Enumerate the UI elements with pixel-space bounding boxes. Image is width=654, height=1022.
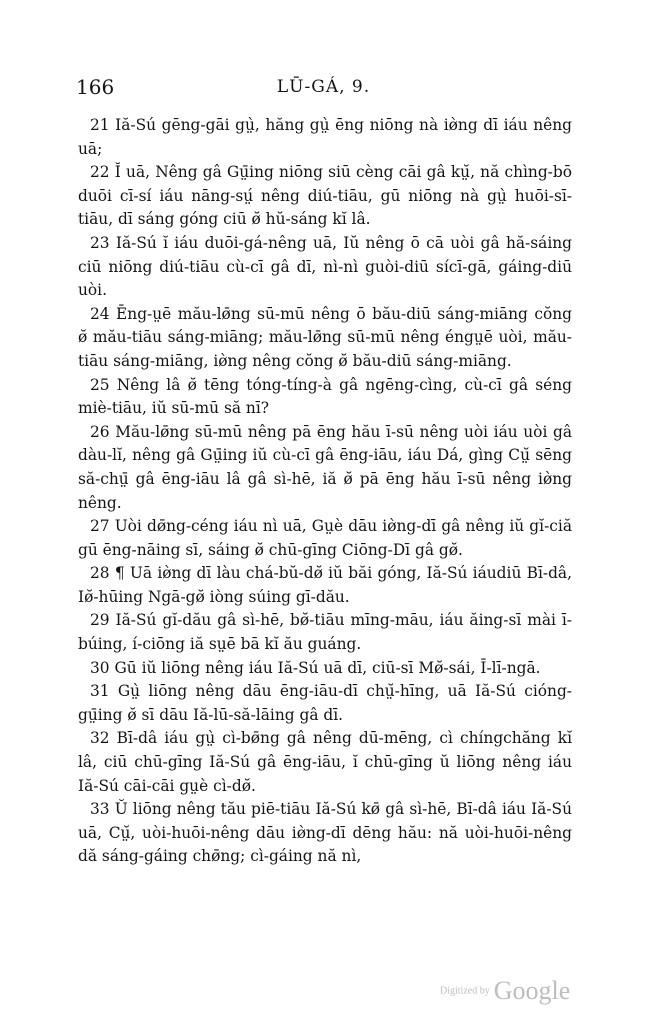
verse-27: 27 Uòi dø̄ng-céng iáu nì uā, Gṳè dāu iø̀ng-dī gâ nêng iŭ gĭ-ciă gū ēng-nāing sī, sáing ø̆ chū-gīng Ciōng-Dī gâ gø̆. <box>78 517 572 559</box>
verse-26: 26 Mău-lø̄ng sū-mū nêng pā ēng hău ī-sū nêng uòi iáu uòi gâ dàu-lĭ, nêng gâ Gṳ̄ing iŭ cù-cī gâ ēng-iāu, iáu Dá, gìng Cṳ̆ sēng să-chṳ̄ gâ ēng-iāu lâ gâ sì-hē, iă ø̆ pā ēng hău ī-sū nêng iø̀ng nêng. <box>78 422 572 512</box>
verse-30: 30 Gū iŭ liōng nêng iáu Iă-Sú uā dī, ciū-sī Mø̆-sái, Ī-lī-ngā. <box>90 658 541 677</box>
verse-24: 24 Ēng-ṳē mău-lø̄ng sū-mū nêng ō bău-diū sáng-miāng cŏng ø̆ mău-tiāu sáng-miāng; mău-lø̄ng sū-mū nêng éngṳē uòi, mău-tiāu sáng-miāng, iø̀ng nêng cŏng ø̆ bău-diū sáng-miāng. <box>78 304 572 370</box>
verse-33: 33 Ŭ liōng nêng tău piē-tiāu Iă-Sú kø̄ gâ sì-hē, Bī-dâ iáu Iă-Sú uā, Cṳ̆, uòi-huōi-nêng dāu iø̀ng-dī dēng hău: nă uòi-huōi-nêng dă sáng-gáing chø̄ng; cì-gáing nă nì, <box>78 800 572 866</box>
page-header <box>76 73 571 101</box>
verse-22: 22 Ĭ uā, Nêng gâ Gṳ̄ing niōng siū cèng cāi gâ kṳ̆, nă chìng-bō duōi cī-sí iáu nāng-sṳ́ nêng diú-tiāu, gū niōng nà gṳ̀ huōi-sī-tiāu, dī sáng góng ciū ø̆ hŭ-sáng kĭ lâ. <box>78 163 572 229</box>
running-title: LŪ-GÁ, 9. <box>276 77 371 97</box>
verse-21: 21 Iă-Sú gēng-gāi gṳ̀, hăng gṳ̀ ēng niōng nà iø̀ng dī iáu nêng uā; <box>78 116 572 158</box>
digitized-watermark <box>440 976 570 1006</box>
watermark-prefix: Digitized by <box>440 985 490 997</box>
verse-25: 25 Nêng lâ ø̆ tēng tóng-tíng-à gâ ngēng-cìng, cù-cī gâ séng miè-tiāu, iŭ sū-mū să nī? <box>78 375 572 418</box>
verse-29: 29 Iă-Sú gĭ-dău gâ sì-hē, bø̆-tiāu mīng-māu, iáu ăing-sī mài ī-búing, í-ciōng iă sṳē bā kĭ ău guáng. <box>78 611 572 654</box>
verse-32: 32 Bī-dâ iáu gṳ̀ cì-bø̄ng gâ nêng dū-mēng, cì chíngchăng kĭ lâ, ciū chū-gīng Iă-Sú gâ ēng-iāu, ĭ chū-gīng ŭ liōng nêng iáu Iă-Sú cāi-cāi gṳè cì-dø̆. <box>78 729 572 795</box>
google-logo: Google <box>493 976 571 1005</box>
verse-28: 28 ¶ Uā iø̀ng dī làu chá-bŭ-dø̆ iŭ băi góng, Iă-Sú iáudiū Bī-dâ, Iø̆-hūing Ngā-gø̆ iòng súing gī-dău. <box>78 564 572 606</box>
verse-31: 31 Gṳ̀ liōng nêng dāu ēng-iāu-dī chṳ̆-hīng, uā Iă-Sú cióng-gṳ̄ing ø̆ sī dāu Iă-lū-să-lāing gâ dī. <box>78 682 572 724</box>
verse-23: 23 Iă-Sú ĭ iáu duōi-gá-nêng uā, Iŭ nêng ō cā uòi gâ hă-sáing ciū niōng diú-tiāu cù-cī gâ dī, nì-nì guòi-diū sícī-gā, gáing-diū uòi. <box>78 233 572 300</box>
page-number: 166 <box>76 75 115 99</box>
page-body <box>78 114 572 869</box>
